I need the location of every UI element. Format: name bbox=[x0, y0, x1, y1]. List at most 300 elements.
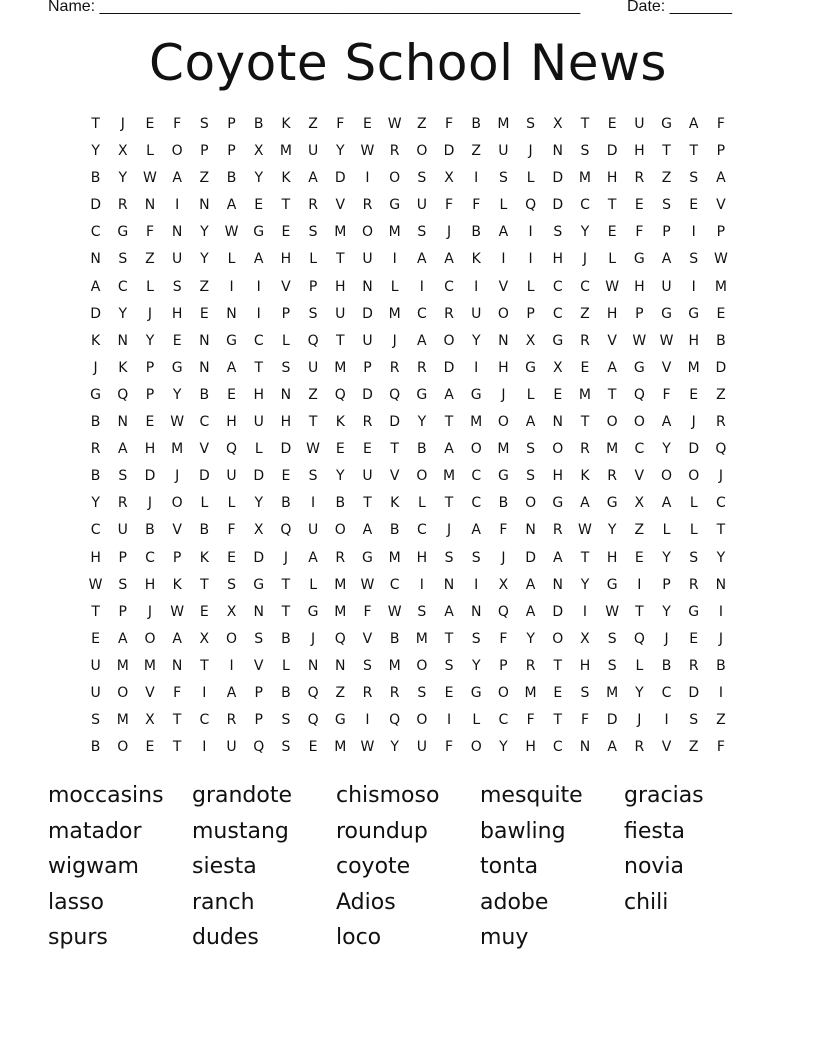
grid-letter: S bbox=[471, 630, 481, 647]
grid-letter: F bbox=[227, 522, 236, 539]
grid-letter: W bbox=[713, 251, 728, 268]
grid-letter: E bbox=[308, 739, 318, 756]
grid-letter: I bbox=[474, 278, 479, 295]
grid-letter: C bbox=[416, 305, 427, 322]
grid-letter: I bbox=[718, 603, 723, 620]
grid-letter: G bbox=[633, 251, 645, 268]
grid-letter: P bbox=[635, 305, 644, 322]
grid-letter: D bbox=[606, 143, 618, 160]
grid-letter: D bbox=[253, 468, 265, 485]
grid-letter: L bbox=[689, 495, 698, 512]
grid-letter: D bbox=[606, 712, 618, 729]
grid-letter: Z bbox=[199, 278, 210, 295]
grid-letter: Z bbox=[661, 170, 672, 187]
grid-letter: B bbox=[716, 332, 726, 349]
grid-letter: M bbox=[116, 712, 129, 729]
word-list-item: siesta bbox=[192, 854, 257, 880]
grid-letter: L bbox=[254, 441, 263, 458]
grid-letter: Q bbox=[525, 197, 537, 214]
grid-letter: T bbox=[336, 332, 345, 349]
grid-letter: J bbox=[718, 630, 723, 647]
grid-letter: R bbox=[634, 739, 645, 756]
grid-letter: C bbox=[552, 739, 563, 756]
grid-letter: E bbox=[553, 386, 563, 403]
grid-letter: H bbox=[606, 170, 618, 187]
grid-letter: A bbox=[607, 739, 617, 756]
grid-letter: Z bbox=[145, 251, 155, 268]
grid-letter: N bbox=[171, 657, 183, 674]
word-list-item: coyote bbox=[336, 854, 411, 880]
grid-letter: D bbox=[715, 359, 727, 376]
grid-letter: R bbox=[607, 468, 618, 485]
grid-letter: R bbox=[117, 197, 128, 214]
grid-letter: B bbox=[281, 630, 291, 647]
grid-letter: L bbox=[227, 495, 236, 512]
grid-letter: O bbox=[117, 684, 129, 701]
grid-letter: V bbox=[634, 468, 645, 485]
word-list-item: matador bbox=[48, 818, 142, 844]
grid-letter: C bbox=[253, 332, 264, 349]
grid-letter: G bbox=[90, 386, 102, 403]
grid-letter: C bbox=[471, 495, 482, 512]
grid-letter: O bbox=[552, 441, 564, 458]
grid-letter: Y bbox=[254, 495, 263, 512]
header bbox=[48, 0, 748, 22]
grid-letter: N bbox=[552, 414, 564, 431]
grid-row bbox=[82, 277, 735, 304]
grid-letter: A bbox=[90, 278, 101, 295]
grid-letter: A bbox=[417, 332, 427, 349]
grid-letter: U bbox=[172, 251, 183, 268]
grid-letter: V bbox=[362, 630, 373, 647]
grid-letter: T bbox=[607, 386, 617, 403]
grid-letter: W bbox=[88, 576, 103, 593]
grid-letter: K bbox=[471, 251, 481, 268]
grid-letter: J bbox=[175, 468, 180, 485]
grid-letter: H bbox=[606, 305, 618, 322]
grid-letter: H bbox=[606, 549, 618, 566]
grid-letter: O bbox=[497, 684, 509, 701]
grid-letter: M bbox=[470, 414, 483, 431]
grid-row bbox=[82, 493, 735, 520]
grid-letter: Q bbox=[334, 630, 346, 647]
grid-letter: T bbox=[91, 603, 100, 620]
grid-letter: L bbox=[417, 495, 426, 512]
grid-letter: B bbox=[389, 630, 400, 647]
grid-letter: T bbox=[281, 576, 291, 593]
word-list-item: lasso bbox=[48, 889, 104, 915]
grid-row bbox=[82, 249, 735, 276]
grid-letter: P bbox=[281, 305, 291, 322]
grid-letter: P bbox=[227, 143, 236, 160]
word-list-item: mustang bbox=[192, 818, 289, 844]
grid-letter: W bbox=[632, 332, 647, 349]
word-list-item: wigwam bbox=[48, 854, 139, 880]
grid-letter: V bbox=[253, 657, 264, 674]
grid-letter: Q bbox=[307, 712, 319, 729]
grid-letter: F bbox=[716, 116, 725, 132]
grid-row bbox=[82, 710, 735, 737]
grid-letter: N bbox=[199, 197, 210, 214]
grid-letter: C bbox=[90, 522, 101, 539]
grid-letter: N bbox=[552, 143, 564, 160]
grid-letter: I bbox=[446, 712, 452, 729]
grid-letter: N bbox=[90, 251, 101, 268]
grid-letter: J bbox=[501, 386, 506, 403]
grid-letter: P bbox=[308, 278, 318, 295]
grid-letter: S bbox=[607, 630, 617, 647]
grid-letter: R bbox=[688, 657, 699, 674]
grid-letter: A bbox=[661, 251, 672, 268]
grid-letter: J bbox=[528, 143, 533, 160]
grid-letter: K bbox=[390, 495, 400, 512]
grid-letter: N bbox=[280, 386, 292, 403]
grid-letter: F bbox=[526, 712, 535, 729]
grid-letter: G bbox=[606, 495, 618, 512]
grid-letter: O bbox=[525, 495, 537, 512]
grid-letter: W bbox=[605, 278, 620, 295]
word-list-item: gracias bbox=[624, 783, 704, 808]
grid-letter: P bbox=[254, 712, 263, 729]
grid-letter: S bbox=[580, 684, 590, 701]
grid-letter: X bbox=[525, 332, 536, 349]
grid-letter: L bbox=[227, 251, 236, 268]
grid-letter: E bbox=[580, 359, 590, 376]
grid-letter: U bbox=[362, 251, 373, 268]
grid-letter: B bbox=[281, 495, 291, 512]
grid-letter: S bbox=[526, 441, 536, 458]
grid-letter: X bbox=[552, 359, 563, 376]
grid-letter: E bbox=[335, 441, 345, 458]
grid-letter: Y bbox=[580, 576, 590, 593]
grid-letter: E bbox=[363, 441, 372, 458]
grid-letter: C bbox=[199, 414, 210, 431]
grid-letter: E bbox=[145, 414, 155, 431]
grid-letter: U bbox=[661, 278, 672, 295]
grid-letter: D bbox=[688, 441, 700, 458]
grid-letter: U bbox=[471, 305, 482, 322]
word-list-item: roundup bbox=[336, 818, 428, 844]
grid-letter: X bbox=[117, 143, 128, 160]
grid-row bbox=[82, 466, 735, 493]
grid-letter: M bbox=[171, 441, 184, 458]
grid-letter: J bbox=[582, 251, 588, 268]
grid-letter: J bbox=[120, 116, 125, 132]
grid-letter: P bbox=[662, 576, 671, 593]
grid-letter: I bbox=[256, 278, 261, 295]
grid-letter: C bbox=[580, 197, 590, 214]
grid-row bbox=[82, 114, 735, 141]
grid-letter: E bbox=[172, 332, 182, 349]
grid-letter: A bbox=[444, 603, 454, 620]
grid-letter: F bbox=[472, 197, 481, 214]
grid-letter: H bbox=[171, 305, 183, 322]
grid-letter: A bbox=[117, 630, 128, 647]
grid-letter: Q bbox=[307, 332, 319, 349]
word-list-item: bawling bbox=[480, 818, 566, 844]
grid-letter: N bbox=[117, 332, 129, 349]
grid-letter: S bbox=[689, 170, 699, 187]
grid-letter: Y bbox=[91, 495, 100, 512]
grid-letter: O bbox=[688, 468, 700, 485]
grid-letter: M bbox=[687, 359, 700, 376]
grid-letter: Y bbox=[471, 332, 481, 349]
grid-letter: Z bbox=[580, 305, 590, 322]
grid-letter: Z bbox=[199, 170, 210, 187]
grid-letter: O bbox=[171, 495, 183, 512]
grid-row bbox=[82, 520, 735, 547]
grid-letter: R bbox=[580, 441, 590, 458]
grid-letter: S bbox=[553, 224, 563, 241]
grid-letter: B bbox=[90, 468, 101, 485]
grid-letter: B bbox=[417, 441, 427, 458]
grid-letter: J bbox=[637, 712, 642, 729]
word-list-item: moccasins bbox=[48, 783, 164, 808]
grid-letter: L bbox=[499, 197, 508, 214]
grid-letter: B bbox=[90, 170, 101, 187]
grid-letter: H bbox=[90, 549, 101, 566]
grid-row bbox=[82, 358, 735, 385]
grid-letter: I bbox=[202, 739, 207, 756]
grid-letter: I bbox=[528, 224, 533, 241]
grid-letter: A bbox=[580, 495, 590, 512]
grid-letter: N bbox=[525, 522, 536, 539]
grid-letter: M bbox=[524, 684, 537, 701]
grid-letter: G bbox=[633, 359, 645, 376]
grid-letter: U bbox=[416, 739, 427, 756]
grid-letter: D bbox=[443, 143, 455, 160]
grid-letter: M bbox=[143, 657, 157, 674]
grid-letter: D bbox=[198, 468, 210, 485]
grid-letter: C bbox=[389, 576, 400, 593]
grid-letter: S bbox=[172, 278, 182, 295]
grid-letter: D bbox=[362, 305, 373, 322]
grid-letter: F bbox=[145, 224, 154, 241]
grid-letter: R bbox=[117, 495, 128, 512]
grid-letter: Q bbox=[633, 386, 645, 403]
grid-letter: T bbox=[553, 712, 563, 729]
grid-letter: D bbox=[144, 468, 156, 485]
grid-letter: N bbox=[199, 359, 210, 376]
grid-letter: D bbox=[525, 549, 536, 566]
grid-letter: S bbox=[118, 576, 128, 593]
grid-letter: C bbox=[552, 305, 563, 322]
grid-letter: J bbox=[147, 495, 153, 512]
grid-letter: Y bbox=[91, 143, 100, 160]
grid-letter: B bbox=[716, 657, 726, 674]
grid-letter: T bbox=[390, 441, 399, 458]
grid-letter: W bbox=[143, 170, 157, 187]
grid-letter: Y bbox=[417, 414, 427, 431]
grid-letter: A bbox=[253, 251, 264, 268]
grid-letter: E bbox=[634, 197, 644, 214]
grid-letter: E bbox=[689, 386, 699, 403]
grid-letter: V bbox=[498, 278, 509, 295]
grid-letter: G bbox=[525, 359, 537, 376]
grid-letter: G bbox=[661, 116, 672, 132]
grid-letter: U bbox=[117, 522, 128, 539]
grid-letter: Y bbox=[118, 170, 128, 187]
grid-letter: A bbox=[607, 359, 617, 376]
grid-letter: N bbox=[199, 332, 210, 349]
grid-letter: R bbox=[389, 684, 400, 701]
grid-letter: C bbox=[444, 278, 454, 295]
grid-letter: C bbox=[471, 468, 482, 485]
grid-letter: S bbox=[689, 549, 699, 566]
grid-letter: O bbox=[497, 305, 509, 322]
grid-letter: R bbox=[416, 359, 427, 376]
grid-letter: S bbox=[308, 305, 318, 322]
grid-letter: D bbox=[552, 197, 564, 214]
grid-letter: A bbox=[172, 170, 182, 187]
grid-letter: Y bbox=[607, 522, 617, 539]
grid-letter: E bbox=[145, 116, 155, 132]
grid-letter: G bbox=[552, 332, 564, 349]
grid-letter: K bbox=[281, 170, 291, 187]
grid-letter: T bbox=[444, 630, 454, 647]
grid-letter: P bbox=[145, 386, 155, 403]
grid-letter: T bbox=[580, 549, 590, 566]
grid-letter: U bbox=[307, 359, 319, 376]
grid-letter: U bbox=[307, 522, 319, 539]
grid-letter: T bbox=[91, 116, 100, 132]
grid-letter: Y bbox=[145, 332, 155, 349]
grid-letter: L bbox=[309, 251, 317, 268]
grid-letter: E bbox=[607, 224, 617, 241]
grid-letter: L bbox=[390, 278, 399, 295]
grid-letter: I bbox=[691, 278, 696, 295]
grid-letter: T bbox=[716, 522, 726, 539]
grid-letter: N bbox=[307, 657, 319, 674]
grid-row bbox=[82, 331, 735, 358]
grid-letter: S bbox=[444, 657, 454, 674]
grid-letter: D bbox=[90, 197, 101, 214]
grid-letter: I bbox=[419, 576, 424, 593]
grid-letter: M bbox=[388, 224, 401, 241]
grid-letter: A bbox=[226, 684, 237, 701]
grid-row bbox=[82, 412, 735, 439]
grid-letter: R bbox=[716, 414, 726, 431]
grid-letter: Z bbox=[716, 712, 726, 729]
grid-letter: V bbox=[281, 278, 291, 295]
grid-letter: H bbox=[280, 251, 292, 268]
grid-letter: S bbox=[227, 576, 236, 593]
grid-letter: N bbox=[362, 278, 373, 295]
grid-letter: Y bbox=[118, 305, 128, 322]
grid-letter: M bbox=[388, 657, 401, 674]
grid-letter: T bbox=[172, 739, 182, 756]
grid-letter: O bbox=[171, 143, 183, 160]
grid-letter: C bbox=[634, 441, 645, 458]
grid-letter: J bbox=[283, 549, 288, 566]
grid-letter: E bbox=[607, 116, 617, 132]
grid-letter: X bbox=[634, 495, 645, 512]
grid-letter: A bbox=[308, 549, 318, 566]
grid-letter: C bbox=[580, 278, 590, 295]
grid-letter: B bbox=[281, 684, 291, 701]
grid-letter: Q bbox=[253, 739, 265, 756]
grid-letter: J bbox=[392, 332, 397, 349]
grid-letter: T bbox=[281, 603, 291, 620]
word-list-item: chili bbox=[624, 889, 669, 915]
page-title: Coyote School News bbox=[149, 34, 667, 92]
grid-letter: J bbox=[691, 414, 696, 431]
grid-letter: Y bbox=[172, 386, 182, 403]
grid-letter: A bbox=[444, 386, 454, 403]
grid-letter: E bbox=[634, 549, 644, 566]
grid-letter: Z bbox=[716, 386, 726, 403]
grid-letter: T bbox=[444, 495, 454, 512]
grid-letter: R bbox=[308, 197, 318, 214]
grid-letter: M bbox=[334, 739, 347, 756]
grid-letter: C bbox=[416, 522, 427, 539]
grid-letter: S bbox=[580, 143, 590, 160]
grid-letter: B bbox=[90, 739, 101, 756]
grid-letter: I bbox=[718, 684, 723, 701]
grid-letter: P bbox=[118, 603, 127, 620]
grid-letter: S bbox=[254, 630, 264, 647]
grid-letter: K bbox=[172, 576, 182, 593]
grid-letter: U bbox=[362, 468, 373, 485]
grid-letter: D bbox=[443, 359, 455, 376]
grid-letter: A bbox=[525, 603, 536, 620]
grid-letter: R bbox=[90, 441, 101, 458]
grid-letter: X bbox=[253, 522, 264, 539]
grid-letter: I bbox=[691, 224, 696, 241]
word-list-item: mesquite bbox=[480, 783, 583, 808]
grid-letter: O bbox=[470, 739, 482, 756]
grid-letter: Y bbox=[499, 739, 508, 756]
grid-letter: J bbox=[501, 549, 506, 566]
grid-letter: M bbox=[606, 441, 619, 458]
grid-letter: V bbox=[716, 197, 726, 214]
grid-letter: N bbox=[144, 197, 156, 214]
grid-letter: Q bbox=[715, 441, 727, 458]
grid-letter: W bbox=[170, 414, 185, 431]
grid-letter: P bbox=[662, 224, 671, 241]
word-list-item: adobe bbox=[480, 889, 549, 915]
grid-row bbox=[82, 656, 735, 683]
grid-row bbox=[82, 629, 735, 656]
grid-letter: K bbox=[91, 332, 101, 349]
grid-row bbox=[82, 737, 735, 764]
grid-letter: J bbox=[147, 603, 153, 620]
grid-letter: G bbox=[688, 305, 700, 322]
grid-letter: O bbox=[661, 468, 673, 485]
grid-letter: V bbox=[335, 197, 346, 214]
grid-letter: O bbox=[389, 170, 401, 187]
grid-letter: E bbox=[91, 630, 101, 647]
grid-letter: S bbox=[308, 468, 318, 485]
grid-letter: J bbox=[147, 305, 153, 322]
grid-letter: X bbox=[253, 143, 264, 160]
grid-letter: K bbox=[199, 549, 209, 566]
grid-letter: R bbox=[362, 684, 373, 701]
grid-letter: G bbox=[171, 359, 183, 376]
grid-letter: F bbox=[499, 630, 508, 647]
grid-letter: T bbox=[444, 414, 454, 431]
grid-letter: A bbox=[117, 441, 128, 458]
grid-row bbox=[82, 439, 735, 466]
grid-letter: M bbox=[714, 278, 727, 295]
grid-row bbox=[82, 683, 735, 710]
grid-letter: F bbox=[363, 603, 372, 620]
grid-letter: Y bbox=[662, 441, 671, 458]
grid-letter: S bbox=[281, 359, 291, 376]
grid-letter: L bbox=[282, 332, 290, 349]
grid-letter: N bbox=[117, 414, 129, 431]
grid-letter: A bbox=[716, 170, 726, 187]
